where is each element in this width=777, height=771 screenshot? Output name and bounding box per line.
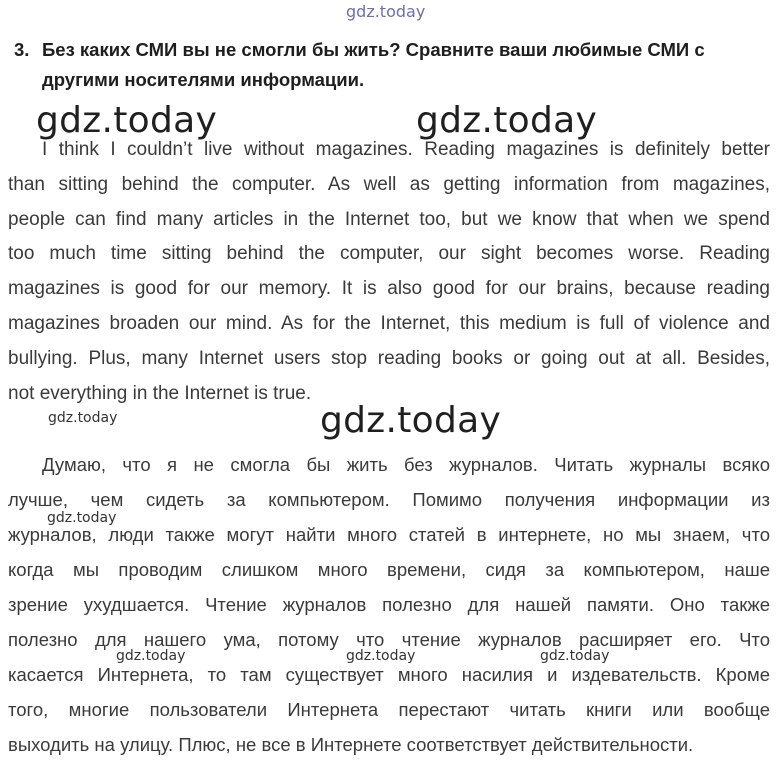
text-line: than sitting behind the computer. As well as getting information from magazines, bbox=[8, 173, 770, 195]
text-line: not everything in the Internet is true. bbox=[8, 382, 312, 404]
text-line: лучше, чем сидеть за компьютером. Помимо получения информации из bbox=[8, 489, 770, 510]
text-line: I think I couldn’t live without magazines. Reading magazines is definitely better bbox=[42, 139, 770, 160]
task-heading bbox=[14, 35, 774, 95]
text-line: выходить на улицу. Плюс, не все в Интернете соответствует действительности. bbox=[8, 734, 694, 755]
text-line: зрение ухудшается. Чтение журналов полезно для нашей памяти. Оно также bbox=[8, 594, 770, 615]
task-number: 3. bbox=[14, 39, 30, 60]
watermark-large-right: gdz.today bbox=[416, 100, 598, 141]
watermark-small: gdz.today bbox=[346, 648, 416, 664]
english-paragraph bbox=[8, 133, 770, 411]
text-line: bullying. Plus, many Internet users stop reading books or going out at all. Besides, bbox=[8, 347, 770, 369]
task-text-line-2: другими носителями информации. bbox=[42, 69, 365, 90]
text-line: касается Интернета, то там существует много насилия и издевательств. Кроме bbox=[8, 664, 770, 685]
task-text-line-1: Без каких СМИ вы не смогли бы жить? Сравните ваши любимые СМИ с bbox=[42, 39, 705, 60]
text-line: magazines is good for our memory. It is also good for our brains, because reading bbox=[8, 278, 770, 300]
text-line: журналов, люди также могут найти много статей в интернете, но мы знаем, что bbox=[8, 524, 770, 545]
russian-paragraph bbox=[8, 447, 770, 762]
watermark-small: gdz.today bbox=[47, 510, 117, 526]
watermark-small: gdz.today bbox=[48, 410, 118, 426]
watermark-large-center: gdz.today bbox=[320, 400, 502, 441]
text-line: полезно для нашего ума, потому что чтение журналов расширяет его. Что bbox=[8, 629, 770, 650]
text-line: Думаю, что я не смогла бы жить без журналов. Читать журналы всяко bbox=[42, 454, 770, 475]
text-line: magazines broaden our mind. As for the Internet, this medium is full of violence and bbox=[8, 312, 770, 334]
watermark-large-left: gdz.today bbox=[36, 100, 218, 141]
watermark-small: gdz.today bbox=[540, 648, 610, 664]
watermark-top: gdz.today bbox=[346, 2, 426, 21]
watermark-small: gdz.today bbox=[116, 648, 186, 664]
text-line: когда мы проводим слишком много времени, сидя за компьютером, наше bbox=[8, 559, 770, 580]
text-line: people can find many articles in the Internet too, but we know that when we spend bbox=[8, 208, 770, 230]
text-line: too much time sitting behind the computer, our sight becomes worse. Reading bbox=[8, 243, 770, 265]
text-line: того, многие пользователи Интернета перестают читать книги или вообще bbox=[8, 699, 770, 720]
